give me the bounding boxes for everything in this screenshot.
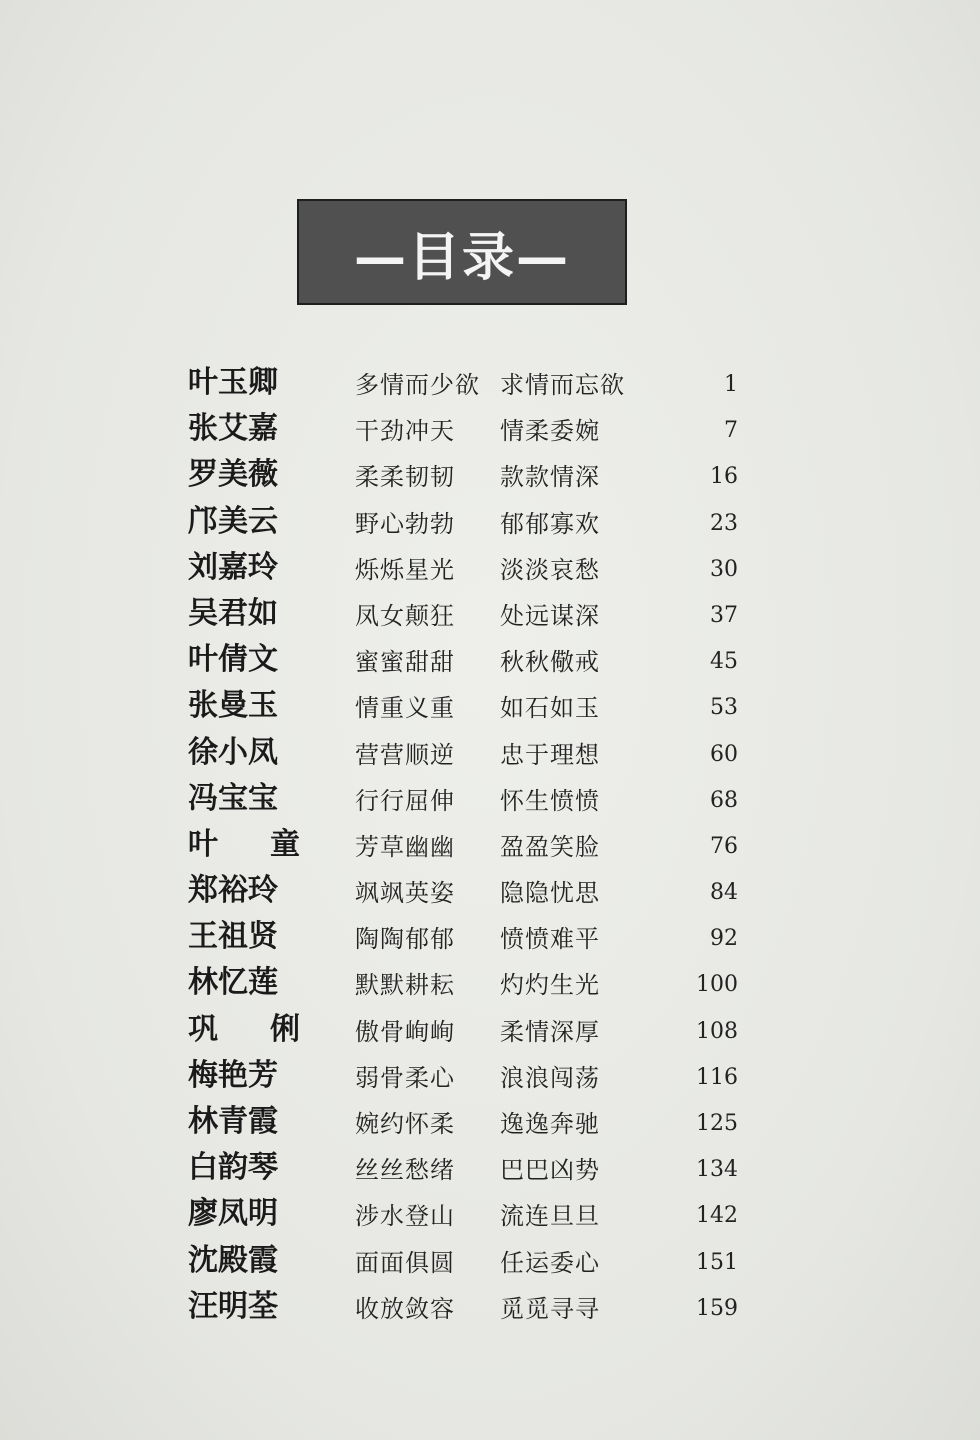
entry-phrase-2: 怀生愤愤 xyxy=(500,786,600,815)
entry-phrase-2: 任运委心 xyxy=(500,1248,600,1277)
toc-entry xyxy=(188,545,748,591)
toc-entry xyxy=(188,960,748,1006)
entry-phrase-2: 流连旦旦 xyxy=(500,1202,600,1231)
toc-entry xyxy=(188,776,748,822)
entry-page-number: 100 xyxy=(696,972,738,998)
toc-entry xyxy=(188,1284,748,1330)
entry-page-number: 116 xyxy=(696,1064,738,1090)
entry-phrase-1: 飒飒英姿 xyxy=(355,879,455,908)
entry-page-number: 134 xyxy=(696,1157,738,1183)
toc-entry xyxy=(188,1191,748,1237)
entry-phrase-1: 营营顺逆 xyxy=(355,740,455,769)
entry-phrase-2: 如石如玉 xyxy=(500,694,600,723)
table-of-contents xyxy=(188,360,748,1330)
entry-page-number: 76 xyxy=(710,833,738,859)
toc-entry xyxy=(188,822,748,868)
entry-phrase-1: 干劲冲天 xyxy=(355,417,455,446)
entry-page-number: 45 xyxy=(710,649,738,675)
entry-name: 邝美云 xyxy=(188,503,278,539)
toc-entry xyxy=(188,406,748,452)
entry-page-number: 37 xyxy=(710,602,738,628)
page-title: —目录— xyxy=(353,227,570,288)
entry-phrase-1: 面面俱圆 xyxy=(355,1248,455,1277)
entry-phrase-2: 秋秋儆戒 xyxy=(500,648,600,677)
entry-name: 叶 童 xyxy=(188,826,300,862)
entry-phrase-1: 涉水登山 xyxy=(355,1202,455,1231)
entry-phrase-1: 芳草幽幽 xyxy=(355,832,455,861)
entry-page-number: 151 xyxy=(696,1249,738,1275)
entry-name: 叶玉卿 xyxy=(188,365,278,400)
entry-page-number: 1 xyxy=(724,372,738,397)
toc-entry xyxy=(188,360,748,406)
entry-page-number: 7 xyxy=(724,418,738,444)
toc-entry xyxy=(188,868,748,914)
toc-entry xyxy=(188,1053,748,1099)
toc-entry xyxy=(188,1099,748,1145)
entry-phrase-2: 觅觅寻寻 xyxy=(500,1294,600,1323)
entry-phrase-2: 巴巴凶势 xyxy=(500,1156,600,1185)
entry-name: 徐小凤 xyxy=(188,734,278,770)
entry-phrase-1: 行行屈伸 xyxy=(355,786,455,815)
entry-phrase-2: 求情而忘欲 xyxy=(500,371,625,399)
entry-phrase-1: 蜜蜜甜甜 xyxy=(355,648,455,677)
toc-entry xyxy=(188,1145,748,1191)
entry-name: 林青霞 xyxy=(188,1104,278,1139)
entry-name: 张艾嘉 xyxy=(188,411,278,447)
entry-phrase-2: 忠于理想 xyxy=(500,740,600,769)
entry-name: 郑裕玲 xyxy=(188,873,278,909)
title-banner xyxy=(297,199,627,305)
toc-entry xyxy=(188,730,748,776)
entry-name: 吴君如 xyxy=(188,595,278,631)
entry-page-number: 68 xyxy=(710,787,738,813)
entry-page-number: 159 xyxy=(696,1295,738,1321)
entry-phrase-1: 多情而少欲 xyxy=(355,371,480,399)
entry-name: 张曼玉 xyxy=(188,688,278,724)
entry-page-number: 23 xyxy=(710,510,738,536)
entry-phrase-2: 盈盈笑脸 xyxy=(500,832,600,861)
entry-page-number: 30 xyxy=(710,556,738,582)
entry-phrase-2: 款款情深 xyxy=(500,463,600,492)
toc-entry xyxy=(188,1238,748,1284)
entry-page-number: 84 xyxy=(710,880,738,906)
toc-entry xyxy=(188,683,748,729)
entry-page-number: 16 xyxy=(710,464,738,490)
entry-phrase-1: 凤女颠狂 xyxy=(355,601,455,630)
entry-phrase-2: 隐隐忧思 xyxy=(500,879,600,908)
entry-phrase-2: 柔情深厚 xyxy=(500,1017,600,1046)
entry-page-number: 92 xyxy=(710,926,738,952)
entry-phrase-2: 逸逸奔驰 xyxy=(500,1110,600,1138)
entry-page-number: 53 xyxy=(710,695,738,721)
entry-name: 梅艳芳 xyxy=(188,1057,278,1093)
entry-phrase-2: 郁郁寡欢 xyxy=(500,509,600,538)
entry-phrase-2: 情柔委婉 xyxy=(500,417,600,446)
toc-entry xyxy=(188,1007,748,1053)
entry-page-number: 108 xyxy=(696,1018,738,1044)
entry-name: 白韵琴 xyxy=(188,1150,278,1186)
entry-page-number: 60 xyxy=(710,741,738,767)
entry-phrase-1: 傲骨峋峋 xyxy=(355,1017,455,1046)
entry-name: 叶倩文 xyxy=(188,642,278,678)
entry-page-number: 125 xyxy=(696,1111,738,1136)
entry-name: 巩 俐 xyxy=(188,1011,300,1047)
entry-phrase-1: 默默耕耘 xyxy=(355,971,455,1000)
entry-phrase-2: 处远谋深 xyxy=(500,601,600,630)
entry-phrase-2: 浪浪闯荡 xyxy=(500,1063,600,1092)
entry-page-number: 142 xyxy=(696,1203,738,1229)
entry-phrase-1: 弱骨柔心 xyxy=(355,1063,455,1092)
entry-phrase-1: 收放敛容 xyxy=(355,1294,455,1323)
entry-name: 冯宝宝 xyxy=(188,780,278,816)
entry-name: 廖凤明 xyxy=(188,1196,278,1232)
entry-phrase-1: 婉约怀柔 xyxy=(355,1110,455,1138)
entry-phrase-1: 陶陶郁郁 xyxy=(355,925,455,954)
toc-entry xyxy=(188,591,748,637)
entry-name: 沈殿霞 xyxy=(188,1242,278,1278)
entry-phrase-2: 灼灼生光 xyxy=(500,971,600,1000)
toc-entry xyxy=(188,914,748,960)
entry-phrase-1: 野心勃勃 xyxy=(355,509,455,538)
entry-name: 罗美薇 xyxy=(188,457,278,493)
entry-phrase-1: 丝丝愁绪 xyxy=(355,1156,455,1185)
entry-name: 王祖贤 xyxy=(188,919,278,955)
toc-entry xyxy=(188,452,748,498)
toc-entry xyxy=(188,637,748,683)
entry-phrase-1: 情重义重 xyxy=(355,694,455,723)
entry-name: 刘嘉玲 xyxy=(188,549,278,585)
toc-entry xyxy=(188,499,748,545)
entry-phrase-2: 愤愤难平 xyxy=(500,925,600,954)
entry-phrase-1: 柔柔韧韧 xyxy=(355,463,455,492)
entry-phrase-2: 淡淡哀愁 xyxy=(500,555,600,584)
entry-name: 林忆莲 xyxy=(188,965,278,1001)
entry-name: 汪明荃 xyxy=(188,1288,278,1324)
entry-phrase-1: 烁烁星光 xyxy=(355,555,455,584)
